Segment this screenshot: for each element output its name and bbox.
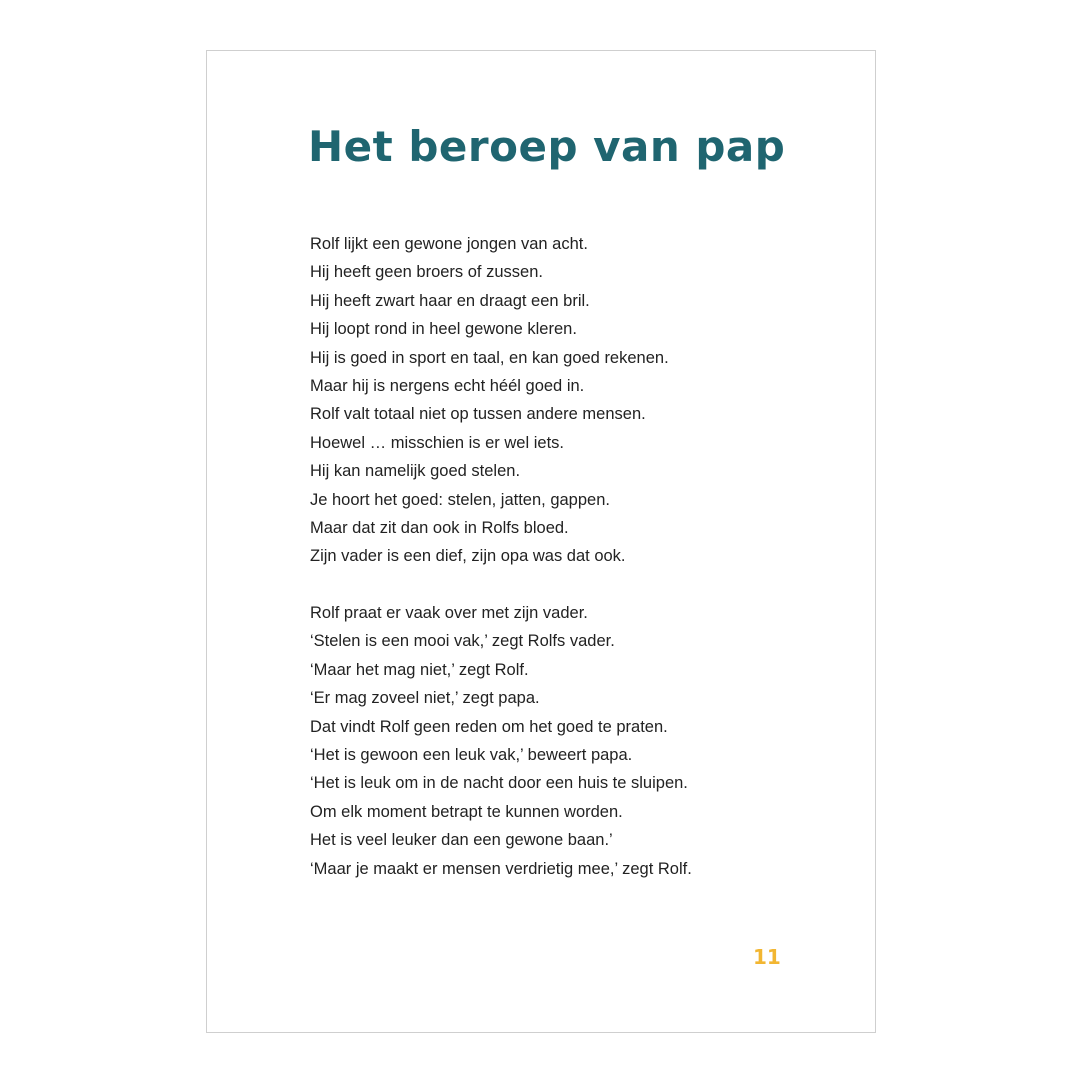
chapter-body xyxy=(310,230,850,883)
text-line: Rolf lijkt een gewone jongen van acht. xyxy=(310,235,588,253)
chapter-title: Het beroep van pap xyxy=(308,122,786,171)
text-line: Om elk moment betrapt te kunnen worden. xyxy=(310,802,623,821)
text-line: Rolf valt totaal niet op tussen andere mensen. xyxy=(310,405,646,424)
text-line: Hij heeft zwart haar en draagt een bril. xyxy=(310,291,590,310)
text-line: ‘Het is gewoon een leuk vak,’ beweert papa. xyxy=(310,746,633,765)
paragraph-1 xyxy=(310,230,850,571)
text-line: ‘Er mag zoveel niet,’ zegt papa. xyxy=(310,689,540,708)
text-line: Hij is goed in sport en taal, en kan goed rekenen. xyxy=(310,348,669,367)
text-line: Je hoort het goed: stelen, jatten, gappen. xyxy=(310,490,610,509)
text-line: Hij loopt rond in heel gewone kleren. xyxy=(310,320,577,339)
text-line: Hoewel … misschien is er wel iets. xyxy=(310,433,564,452)
text-line: ‘Stelen is een mooi vak,’ zegt Rolfs vader. xyxy=(310,632,615,651)
text-line: ‘Het is leuk om in de nacht door een huis te sluipen. xyxy=(310,774,688,793)
text-line: Rolf praat er vaak over met zijn vader. xyxy=(310,604,588,623)
text-line: Hij kan namelijk goed stelen. xyxy=(310,462,521,481)
text-line: Dat vindt Rolf geen reden om het goed te praten. xyxy=(310,717,668,736)
text-line: ‘Maar je maakt er mensen verdrietig mee,’ zegt Rolf. xyxy=(310,859,692,878)
paragraph-2 xyxy=(310,599,850,883)
text-line: Maar hij is nergens echt héél goed in. xyxy=(310,376,585,395)
text-line: Maar dat zit dan ook in Rolfs bloed. xyxy=(310,518,569,537)
text-line: Hij heeft geen broers of zussen. xyxy=(310,263,543,282)
text-line: Het is veel leuker dan een gewone baan.’ xyxy=(310,831,613,850)
text-line: Zijn vader is een dief, zijn opa was dat ook. xyxy=(310,547,626,566)
page-number: 11 xyxy=(753,945,781,969)
text-line: ‘Maar het mag niet,’ zegt Rolf. xyxy=(310,660,529,679)
book-page xyxy=(206,50,876,1033)
